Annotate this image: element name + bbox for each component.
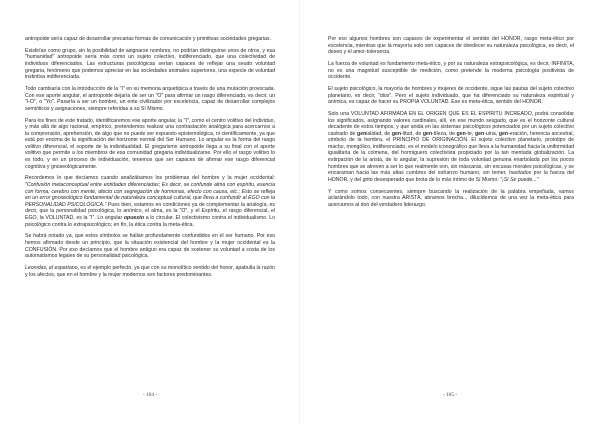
text-run: gen — [498, 130, 509, 137]
paragraph — [328, 189, 574, 209]
paragraph — [25, 36, 275, 43]
text-run: por la fuerza del HONOR, y del grito desesperado que brota de lo más íntimo de Sí Mismo: — [328, 170, 575, 183]
text-run: "¡Sí Se puede..." — [500, 176, 539, 183]
text-run: -litud, de — [401, 130, 423, 137]
text-run: -te, — [465, 130, 475, 137]
text-run: Se habrá notado ya, que estos símbolos se hallan profundamente confundidos en el ser humano. Por eso hemos afirmado desde un principio, que la situación existencial del hombre y la mujer occidental es la CONFUSIÓN. Por eso decíamos que el hombre antiguo era capaz de sostener su voluntad a costa de los automatismos legales de su personalidad psicológica. — [25, 233, 275, 260]
text-run: Todo cambiaría con la introducción de la "I" en su memoria arquetípica a través de una mutación provocada. Con ese aporte angular, el antropoide dejaría de ser un "O" para afirmar un rasgo diferenciado, es decir, un "I-O", o "Yo". Pasaría a ser un hombre, un ente civilizador por excelencia, capaz de desarrollar complejos semióticos y asignaciones, siempre referidas a su Sí Mismo. — [25, 85, 275, 112]
paragraph — [328, 86, 574, 106]
text-run: Pues bien, estamos en condiciones ya de complementar la analogía, es decir, que la personalidad psicológica, lo anímico, el alma, es la "O", y el Espíritu, el rasgo diferencial, el EGO, la VOLUNTAD, es la "I". Lo angular — [25, 201, 275, 221]
paragraph — [25, 233, 275, 259]
text-run: Y como somos consecuentes, siempre buscando la realización de la palabra empeñada, vamos aclarándolo todo, con nuestra ARISTA, abramos brecha... dilucidemos de una vez la meta-ética para acercarnos al don del verdadero liderazgo. — [328, 188, 574, 208]
text-run: gen — [422, 130, 433, 137]
right-page — [300, 0, 600, 424]
text-run: Para los fines de este tratado, identificaremos ese aporte angular, la "I", como el centro volitivo del individuo, y más allá de algo racional, empírico, pretendemos realizar una contrastación analógica para acercarnos a la comprensión, aprehensión, de algo que no puede ser expuesto epistemológica, ni científicamente, ya que está por encima de la significación del horizonte normal del Ser Humano. Lo angular es la forma del rasgo volitivo diferencial, el soporte de la individualidad. El gregarismo antropoide llega a su final con el aporte volitivo que permite a los miembros de esa comunidad gregaria individualizarse. Por ello el rasgo volitivo lo es todo, y en un proceso de individuación, tenemos que ser capaces de afirmar ese rasgo diferencial cognitiva y gnoseológicamente. — [25, 117, 275, 170]
paragraph — [25, 175, 275, 228]
text-run: Recordemos lo que decíamos cuando analizábamos los problemas del hombre y la mujer occidental: — [25, 175, 275, 182]
paragraph — [328, 61, 574, 81]
left-page-text — [25, 36, 275, 283]
text-run: La fuerza de voluntad es fundamento meta-ético, y por su naturaleza extrapsicológica, es decir, INFINITA, no es una magnitud susceptible de medición, como pretende la moderna psicología positivista de occidente. — [328, 60, 574, 81]
text-run: , es el ejemplo perfecto, ya que con su monolítico sentido del honor, apabulla la razón y los afectos, que en el hombre y la mujer modernos son factores predominantes. — [25, 264, 276, 278]
text-run: -uina, — [484, 130, 499, 137]
text-run: "Confusión metaconceptual entre entidades diferenciadas; Es decir, se confunde alma con espíritu, esencia con forma, cerebro con mente, afecto con segregación de hormonas, efecto con causa, etc.; Esto se refleja en un error gnoseológico fundamental de naturaleza conceptual cultural, que lleva a confundir al EGO con la PERSONALIDAD PSICOLÓGICA." — [25, 182, 275, 208]
left-page-number: - 104 - — [142, 392, 158, 398]
paragraph — [25, 86, 275, 112]
text-run: gen — [474, 130, 485, 137]
paragraph — [328, 111, 574, 184]
text-run: Existirían como grupo, sin la posibilidad de asignarse nombres, no podrían distinguirse unos de otros, y esa "humanidad" antropoide sería más como un sujeto colectivo, indiferenciado, que una colectividad de individuos diferenciados. Las estructuras psicológicas serían capaces de reflejar una seudo voluntad gregaria, fenómeno que podemos apreciar en las sociedades animales superiores, una especie de voluntad instintiva indiferenciada. — [25, 47, 275, 81]
text-run: gen — [357, 130, 367, 137]
text-run: El sujeto psicológico, la mayoría de hombres y mujeres de occidente, sigue las pautas del sujeto colectivo planetario, es decir, "dios". Pero el sujeto individuado, que ha diferenciado su naturaleza espiritual y anímica, es capaz de hacer su PROPIA VOLUNTAD. Ese es meta-ética, sentido del HONOR. — [328, 85, 574, 106]
paragraph — [25, 265, 275, 278]
text-run: opuesto — [123, 215, 145, 221]
paragraph — [25, 118, 275, 171]
right-page-number: - 105 - — [442, 392, 458, 398]
text-run: Por eso algunos hombres son capaces de experimentar el sentido del HONOR, rasgo meta-ético por excelencia, mientras que la mayoría solo son capaces de obedecer su naturaleza psicológica, es decir, el deseo y el amor-tolerancia. — [328, 36, 574, 56]
paragraph — [25, 48, 275, 81]
text-run: antropoide sería capaz de desarrollar precarias formas de comunicación y primitivas sociedades gregarias. — [25, 36, 271, 42]
text-run: gen — [456, 130, 466, 137]
text-run: ialidad, de — [366, 130, 392, 137]
text-run: a lo circular. El colectivismo contra el individualismo. Lo psicológico contra lo extrapsicológico; en fin, la ética contra la meta-ética. — [25, 215, 275, 228]
text-run: hastiados — [508, 170, 532, 177]
text-run: -eración, herencia ancestral, símbolo de la hembra, el PRINCIPIO DE ORIGINACIÓN. El sujeto colectivo planetario, prototipo de macho, mongólico, indiferenciado, es el modelo iconográfico que lleva a la humanidad hacia la uniformidad igualitaria de la colmena, del hormiguero colectivista propiciado por la tan mentada globalización. La extirpación de la arista, de lo angular, la supresión de toda voluntad genuina enarbolada por los pocos hombres que se atreven a ser lo que realmente son, sin máscaras, sin excusas morales psicológicas, y se encaraman hacia las más altas cumbres del esfuerzo humano, sin temer, — [328, 130, 575, 177]
text-run: Solo una VOLUNTAD AFIRMADA EN EL ORIGEN QUE ES EL ESPÍRITU INCREADO, podrá consolidar los significados, asignando valores cardinales, allí, en ese mundo sesgado, que es el horizonte cultural decadente de estos tiempos, y que anida en las sistemas psicológicos potenciados por un sujeto colectivo castrado de — [328, 110, 574, 137]
text-run: gen — [391, 130, 402, 137]
text-run: -tileza, de — [432, 130, 457, 137]
paragraph — [328, 36, 574, 56]
text-run: Leonidas, el espartano — [25, 264, 78, 271]
right-page-text — [328, 36, 574, 214]
